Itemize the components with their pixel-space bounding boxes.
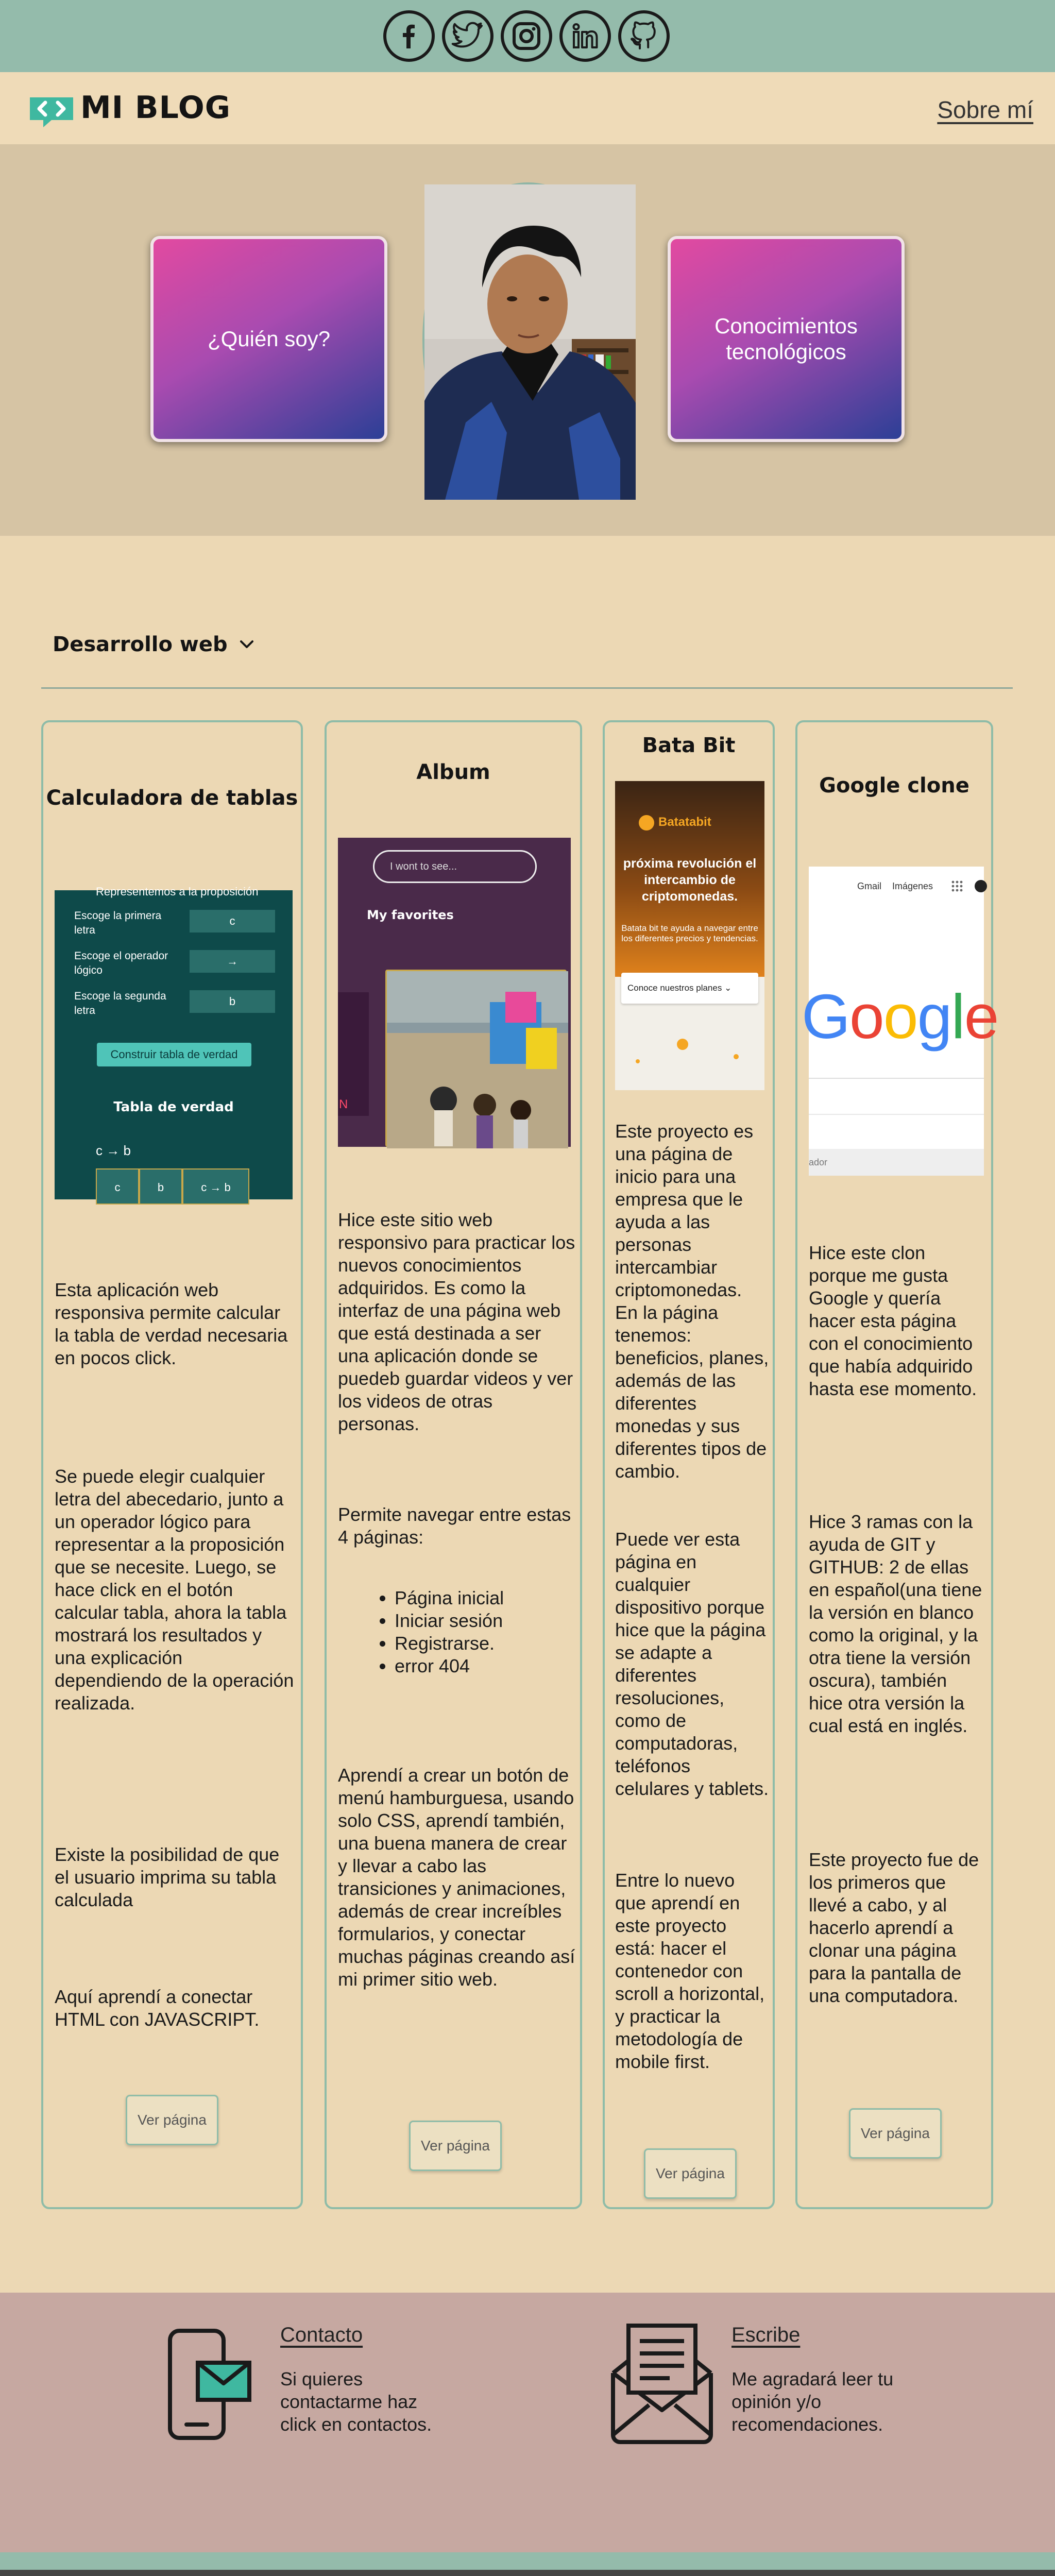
project-screenshot	[55, 885, 293, 1199]
shot-col: b	[139, 1168, 182, 1205]
shot-cta	[621, 973, 758, 1004]
list-item: • error 404	[395, 1655, 504, 1677]
shot-divider	[809, 1078, 984, 1079]
list-item: • Iniciar sesión	[395, 1609, 504, 1632]
twitter-icon[interactable]	[442, 10, 494, 62]
apps-grid-icon	[951, 880, 963, 892]
shot-search: I wont to see...	[373, 850, 537, 883]
shot-row3-label: Escoge la segunda letra	[74, 990, 166, 1016]
shot-side-letter: N	[339, 1097, 348, 1111]
project-paragraph: En la página tenemos: beneficios, planes, además de las diferentes monedas y sus diferentes tipos de cambio.	[615, 1302, 769, 1482]
shot-row3-value: b	[190, 990, 275, 1013]
shot-col: c	[96, 1168, 139, 1205]
social-bar	[0, 0, 1055, 72]
chevron-down-icon: ⌄	[724, 983, 732, 993]
project-paragraph: Aprendí a crear un botón de menú hamburguesa, usando solo CSS, aprendí también, una buena manera de crear y llevar a cabo las transiciones y animaciones, además de crear increíbles formularios, y conectar muchas páginas creando así mi primer sitio web.	[338, 1765, 575, 1990]
view-page-button[interactable]: Ver página	[409, 2121, 502, 2171]
project-paragraph: Hice 3 ramas con la ayuda de GIT y GITHUB: 2 de ellas en español(una tiene la versión en blanco como la original, y la otra tiene la versión oscura), también hice otra versión la cual está en inglés.	[809, 1511, 982, 1736]
facebook-icon[interactable]	[383, 10, 435, 62]
project-paragraph: Permite navegar entre estas 4 páginas:	[338, 1504, 571, 1548]
category-dropdown-label: Desarrollo web	[53, 633, 228, 656]
google-logo-letter: g	[917, 981, 951, 1052]
contact-description: Si quieres contactarme haz click en contactos.	[280, 2368, 432, 2435]
avatar	[975, 880, 987, 892]
project-paragraph: Entre lo nuevo que aprendí en este proyecto está: hacer el contenedor con scroll a horizontal, y practicar la metodología de mobile first.	[615, 1870, 765, 2072]
project-title: Album	[416, 760, 490, 784]
project-paragraph: Se puede elegir cualquier letra del abecedario, junto a un operador lógico para representar a la proposición que se necesite. Luego, se hace click en el botón calcular tabla, ahora la tabla mostrará los resultados y una explicación dependiendo de la operación realizada.	[55, 1466, 294, 1714]
hero-card-tech[interactable]: Conocimientos tecnológicos	[668, 236, 905, 442]
project-paragraph: Hice este clon porque me gusta Google y quería hacer esta página con el conocimiento que había adquirido hasta ese momento.	[809, 1242, 977, 1399]
github-icon[interactable]	[618, 10, 670, 62]
shot-headline: próxima revolución el intercambio de criptomonedas.	[623, 856, 757, 904]
view-page-button[interactable]: Ver página	[126, 2095, 218, 2145]
hero	[0, 144, 1055, 536]
project-card-batabit	[603, 720, 775, 2209]
write-title[interactable]: Escribe	[731, 2324, 801, 2346]
project-paragraph: Hice este sitio web responsivo para practicar los nuevos conocimientos adquiridos. Es como la interfaz de una página web que está destinada a ser una aplicación donde se puedeb guardar videos y ver los videos de otras personas.	[338, 1209, 575, 1434]
list-item: • Registrarse.	[395, 1632, 504, 1655]
project-paragraph: Puede ver esta página en cualquier dispositivo porque hice que la página se adapte a diferentes resoluciones, como de computadoras, teléfonos celulares y tablets.	[615, 1529, 769, 1799]
project-card-album	[325, 720, 582, 2209]
site-header	[0, 72, 1055, 144]
project-card-calculadora	[41, 720, 303, 2209]
batabit-logo-icon	[639, 815, 654, 831]
project-screenshot	[802, 867, 998, 1176]
view-page-button[interactable]: Ver página	[849, 2108, 942, 2159]
contact-title[interactable]: Contacto	[280, 2324, 363, 2346]
google-logo-letter: e	[964, 981, 998, 1052]
shot-build-button: Construir tabla de verdad	[97, 1043, 251, 1066]
project-title: Calculadora de tablas	[46, 786, 298, 810]
shot-row2-label: Escoge el operador lógico	[74, 950, 168, 976]
chevron-down-icon	[239, 639, 254, 650]
project-paragraph: Este proyecto es una página de inicio para una empresa que le ayuda a las personas intercambiar criptomonedas.	[615, 1121, 754, 1300]
shot-brand: Batatabit	[658, 815, 711, 829]
footer-strip	[0, 2552, 1055, 2570]
dot-icon	[636, 1059, 640, 1063]
shot-search-hint: ador	[809, 1149, 984, 1176]
album-page-list	[395, 1587, 504, 1677]
coin-icon	[677, 1039, 688, 1050]
shot-heading: Representemos a la proposición	[96, 885, 259, 898]
shot-google-logo	[802, 981, 998, 1052]
project-title: Google clone	[819, 774, 969, 798]
google-logo-letter: l	[951, 981, 964, 1052]
shot-row1-value: c	[190, 910, 275, 933]
hero-card-about[interactable]: ¿Quién soy?	[150, 236, 387, 442]
shot-cta-label: Conoce nuestros planes	[627, 983, 722, 993]
project-card-google-clone	[795, 720, 998, 2209]
contact-section	[0, 2293, 1055, 2552]
project-paragraph: Este proyecto fue de los primeros que llevé a cabo, y al hacerlo aprendí a clonar una página para la pantalla de una computadora.	[809, 1849, 979, 2006]
list-item: • Página inicial	[395, 1587, 504, 1609]
shot-expression: c → b	[96, 1143, 131, 1158]
shot-photo	[385, 970, 567, 1147]
shot-row2-value: →	[190, 950, 275, 973]
section-divider	[41, 687, 1013, 689]
shot-nav-gmail: Gmail	[857, 881, 882, 891]
project-screenshot	[338, 838, 571, 1147]
project-paragraph: Aquí aprendí a conectar HTML con JAVASCRIPT.	[55, 1986, 260, 2030]
shot-col: c → b	[182, 1168, 249, 1205]
project-paragraph: Esta aplicación web responsiva permite calcular la tabla de verdad necesaria en pocos click.	[55, 1279, 288, 1368]
project-paragraph: Existe la posibilidad de que el usuario imprima su tabla calculada	[55, 1844, 280, 1910]
write-description: Me agradará leer tu opinión y/o recomendaciones.	[731, 2368, 894, 2435]
instagram-icon[interactable]	[501, 10, 552, 62]
category-dropdown[interactable]	[53, 633, 254, 656]
shot-favorites: My favorites	[367, 908, 454, 922]
shot-row1-label: Escoge la primera letra	[74, 910, 162, 936]
linkedin-icon[interactable]	[559, 10, 611, 62]
nav-about-link[interactable]: Sobre mí	[937, 96, 1033, 123]
logo-icon[interactable]	[28, 95, 75, 129]
profile-photo	[422, 182, 634, 498]
dot-icon	[734, 1054, 739, 1059]
shot-sub: Batata bit te ayuda a navegar entre los diferentes precios y tendencias.	[621, 923, 758, 943]
view-page-button[interactable]: Ver página	[644, 2148, 737, 2199]
shot-divider	[809, 1114, 984, 1115]
google-logo-letter: G	[802, 981, 849, 1052]
envelope-letter-icon[interactable]	[608, 2321, 716, 2445]
shot-nav-images: Imágenes	[892, 881, 933, 891]
logo-text[interactable]: MI BLOG	[80, 90, 231, 126]
google-logo-letter: o	[849, 981, 883, 1052]
project-screenshot	[615, 781, 764, 1090]
google-logo-letter: o	[883, 981, 917, 1052]
shot-table-title: Tabla de verdad	[113, 1099, 234, 1115]
phone-message-icon[interactable]	[166, 2327, 253, 2442]
site-footer	[0, 2570, 1055, 2576]
project-title: Bata Bit	[642, 734, 736, 757]
